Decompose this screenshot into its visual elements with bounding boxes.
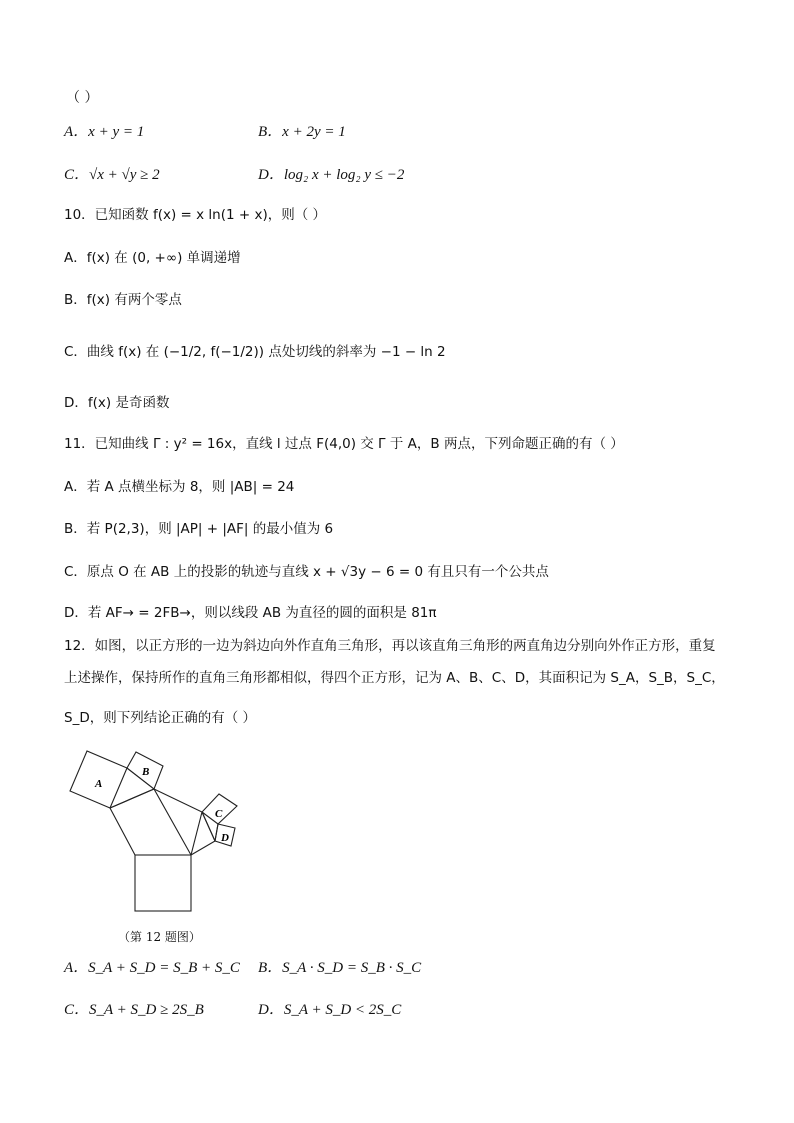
q9-option-c: C．√x + √y ≥ 2 — [64, 167, 160, 183]
label-b: B — [142, 766, 150, 778]
right-branch-triangle — [154, 789, 215, 855]
q11-stem: 11．已知曲线 Γ : y² = 16x，直线 l 过点 F(4,0) 交 Γ 于 A，B 两点，下列命题正确的有（ ） — [64, 436, 624, 452]
q11-option-c: C．原点 O 在 AB 上的投影的轨迹与直线 x + √3y − 6 = 0 有且只有一个公共点 — [64, 564, 549, 580]
q12-pythagoras-tree-figure — [60, 748, 250, 923]
q11-option-d: D．若 AF→ = 2FB→，则以线段 AB 为直径的圆的面积是 81π — [64, 605, 437, 621]
q12-stem-line2: 上述操作，保持所作的直角三角形都相似，得四个正方形，记为 A、B、C、D，其面积记为 S_A，S_B，S_C， — [64, 670, 725, 686]
q9-option-d: D．log₂ x + log₂ y ≤ −2 — [258, 167, 405, 183]
base-square — [135, 855, 191, 911]
q12-option-d: D．S_A + S_D < 2S_C — [258, 1002, 402, 1018]
q9-paren: （ ） — [66, 90, 99, 106]
label-d: D — [221, 832, 229, 844]
q12-stem-line1: 12．如图，以正方形的一边为斜边向外作直角三角形，再以该直角三角形的两直角边分别向外作正方形，重复 — [64, 638, 716, 654]
q11-option-b: B．若 P(2,3)，则 |AP| + |AF| 的最小值为 6 — [64, 521, 334, 537]
q10-stem: 10．已知函数 f(x) = x ln(1 + x)，则（ ） — [64, 207, 327, 223]
figure-caption: （第 12 题图） — [118, 930, 201, 944]
q12-option-a: A．S_A + S_D = S_B + S_C — [64, 960, 240, 976]
q12-stem-line3: S_D，则下列结论正确的有（ ） — [64, 710, 257, 726]
q9-option-a: A．x + y = 1 — [64, 124, 145, 140]
q10-option-b: B．f(x) 有两个零点 — [64, 292, 182, 308]
q9-option-b: B．x + 2y = 1 — [258, 124, 346, 140]
q10-option-a: A．f(x) 在 (0, +∞) 单调递增 — [64, 250, 241, 266]
q10-option-c: C．曲线 f(x) 在 (−1/2, f(−1/2)) 点处切线的斜率为 −1 − ln 2 — [64, 344, 446, 360]
main-right-triangle — [110, 789, 191, 855]
q12-option-c: C．S_A + S_D ≥ 2S_B — [64, 1002, 204, 1018]
right-branch-diagonal — [191, 812, 202, 855]
label-c: C — [215, 808, 223, 820]
label-a: A — [95, 778, 103, 790]
q10-option-d: D．f(x) 是奇函数 — [64, 395, 170, 411]
q12-option-b: B．S_A · S_D = S_B · S_C — [258, 960, 422, 976]
q11-option-a: A．若 A 点横坐标为 8，则 |AB| = 24 — [64, 479, 295, 495]
